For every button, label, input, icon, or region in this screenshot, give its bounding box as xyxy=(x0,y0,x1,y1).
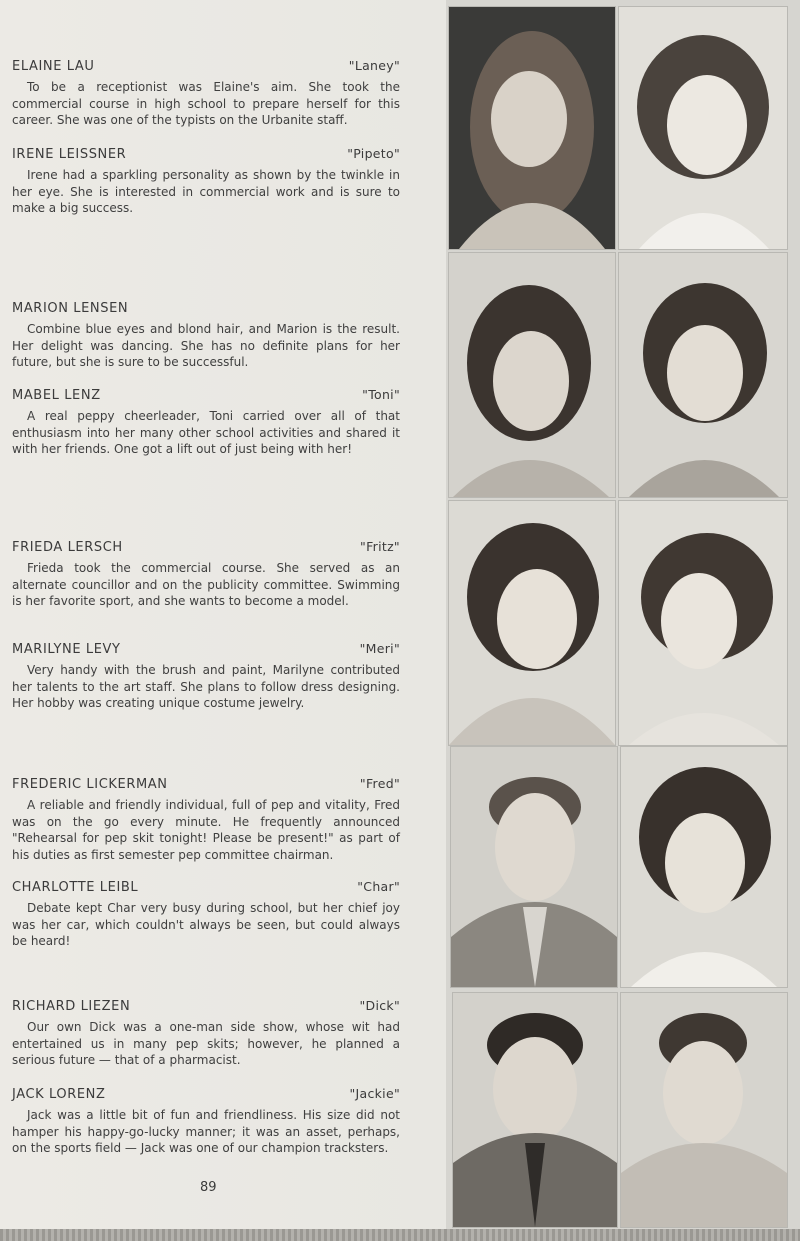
portrait-frederic-lickerman xyxy=(450,746,618,988)
portrait-richard-liezen xyxy=(452,992,618,1228)
student-bio: Combine blue eyes and blond hair, and Marion is the result. Her delight was dancing. She has no definite plans for her future, but she is sure to be successful. xyxy=(12,322,400,369)
student-nickname: "Char" xyxy=(357,879,400,894)
student-nickname: "Toni" xyxy=(362,387,400,402)
student-bio: Irene had a sparkling personality as shown by the twinkle in her eye. She is interested in commercial work and is sure to make a big success. xyxy=(12,168,400,215)
student-entry xyxy=(12,301,400,371)
student-nickname: "Fred" xyxy=(359,776,400,791)
student-nickname: "Jackie" xyxy=(349,1086,400,1101)
student-nickname: "Pipeto" xyxy=(347,146,400,161)
student-entry xyxy=(12,879,400,950)
student-name: JACK LORENZ xyxy=(12,1087,106,1102)
student-entry xyxy=(12,1086,400,1157)
student-nickname: "Fritz" xyxy=(360,539,400,554)
student-entry xyxy=(12,776,400,863)
portrait-elaine-lau xyxy=(448,6,616,250)
portrait-jack-lorenz xyxy=(620,992,788,1228)
student-entry xyxy=(12,998,400,1069)
student-bio: A real peppy cheerleader, Toni carried over all of that enthusiasm into her many other school activities and shared it with her friends. One got a lift out of just being with her! xyxy=(12,409,400,456)
student-bio: To be a receptionist was Elaine's aim. She took the commercial course in high school to prepare herself for this career. She was one of the typists on the Urbanite staff. xyxy=(12,80,400,127)
portrait-mabel-lenz xyxy=(618,252,788,498)
page-bottom-edge xyxy=(0,1229,800,1241)
page-number: 89 xyxy=(200,1180,217,1195)
student-bio: Our own Dick was a one-man side show, whose wit had entertained us in many pep skits; however, he planned a serious future — that of a pharmacist. xyxy=(12,1020,400,1067)
student-bio: Very handy with the brush and paint, Marilyne contributed her talents to the art staff. She plans to follow dress designing. Her hobby was creating unique costume jewelry. xyxy=(12,663,400,710)
student-nickname: "Meri" xyxy=(359,641,400,656)
student-name: ELAINE LAU xyxy=(12,59,95,74)
student-name: MABEL LENZ xyxy=(12,388,101,403)
student-bio: A reliable and friendly individual, full of pep and vitality, Fred was on the go every minute. He frequently announced "Rehearsal for pep skit tonight! Please be present!" as part of his duties as first semester pep committee chairman. xyxy=(12,798,400,862)
portrait-frieda-lersch xyxy=(448,500,616,746)
student-entry xyxy=(12,146,400,217)
portrait-marilyne-levy xyxy=(618,500,788,746)
student-name: FREDERIC LICKERMAN xyxy=(12,777,168,792)
student-nickname: "Dick" xyxy=(359,998,400,1013)
student-name: RICHARD LIEZEN xyxy=(12,999,131,1014)
student-bio: Jack was a little bit of fun and friendliness. His size did not hamper his happy-go-lucky manner; it was an asset, perhaps, on the sports field — Jack was one of our champion tracksters. xyxy=(12,1108,400,1155)
portrait-strip xyxy=(446,0,800,1241)
student-entry xyxy=(12,58,400,129)
student-name: FRIEDA LERSCH xyxy=(12,540,123,555)
portrait-marion-lensen xyxy=(448,252,616,498)
student-entry xyxy=(12,387,400,458)
student-name: MARILYNE LEVY xyxy=(12,642,121,657)
student-bio: Debate kept Char very busy during school, but her chief joy was her car, which couldn't always be seen, but could always be heard! xyxy=(12,901,400,948)
student-nickname: "Laney" xyxy=(348,58,400,73)
student-name: MARION LENSEN xyxy=(12,301,129,316)
portrait-charlotte-leibl xyxy=(620,746,788,988)
student-name: IRENE LEISSNER xyxy=(12,147,127,162)
student-entry xyxy=(12,641,400,712)
student-entry xyxy=(12,539,400,610)
student-bio: Frieda took the commercial course. She served as an alternate councillor and on the publicity committee. Swimming is her favorite sport, and she wants to become a model. xyxy=(12,561,400,608)
portrait-irene-leissner xyxy=(618,6,788,250)
student-name: CHARLOTTE LEIBL xyxy=(12,880,139,895)
